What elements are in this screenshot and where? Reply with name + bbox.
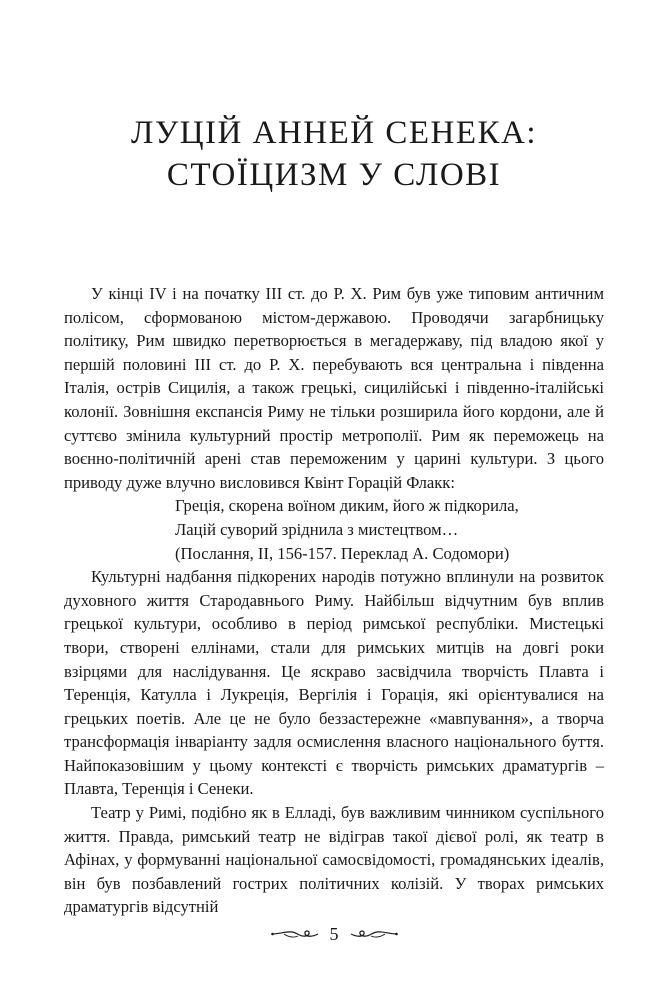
chapter-title-line-1: ЛУЦІЙ АННЕЙ СЕНЕКА: <box>130 115 538 151</box>
paragraph-2: Культурні надбання підкорених народів потужно вплинули на розвиток духовного життя Стародавнього Риму. Найбільш відчутним був вплив грецької культури, особливо в період римської республіки. Мистецькі твори, створені еллінами, стали для римських митців на довгі роки взірцями для наслідування. Це яскраво засвідчила творчість Плавта і Теренція, Катулла і Лукреція, Вергілія і Горація, які орієнтувалися на грецьких поетів. Але це не було беззастережне «мавпування», а творча трансформація інваріанту задля осмислення власного національного буття. Найпоказовішим у цьому контексті є творчість римських драматургів – Плавта, Теренція і Сенеки. <box>64 567 604 799</box>
paragraph-3: Театр у Римі, подібно як в Елладі, був важливим чинником суспільного життя. Правда, римський театр не відіграв такої дієвої ролі, як театр в Афінах, у формуванні національної самосвідомості, громадянських ідеалів, він був позбавлений гострих політичних колізій. У творах римських драматургів відсутній <box>64 803 604 917</box>
chapter-title-line-2: СТОЇЦИЗМ У СЛОВІ <box>166 157 502 193</box>
right-ornament-icon <box>349 927 399 941</box>
page-footer <box>0 923 668 945</box>
verse-line-1: Греція, скорена воїном диким, його ж підкорила, <box>175 496 519 516</box>
paragraph-1: У кінці IV і на початку III ст. до Р. Х. Рим був уже типовим античним полісом, сформованою містом-державою. Проводячи загарбницьку політику, Рим швидко перетворюється в мегадержаву, під владою якої у першій половині III ст. до Р. Х. перебувають вся центральна і південна Італія, острів Сицилія, а також грецькі, сицилійські і південно-італійські колонії. Зовнішня експансія Риму не тільки розширила його кордони, але й суттєво змінила культурний простір метрополії. Рим як переможець на воєнно-політичній арені став переможеним у царині культури. З цього приводу дуже влучно висловився Квінт Горацій Флакк: <box>64 284 604 492</box>
verse-quote <box>175 494 604 565</box>
chapter-title <box>0 112 668 196</box>
left-ornament-icon <box>270 927 320 941</box>
body-text <box>64 282 604 919</box>
page-number: 5 <box>329 924 339 944</box>
verse-line-2: Лацій суворий зріднила з мистецтвом… <box>175 519 459 539</box>
verse-source: (Послання, II, 156-157. Переклад А. Содомори) <box>175 543 510 563</box>
